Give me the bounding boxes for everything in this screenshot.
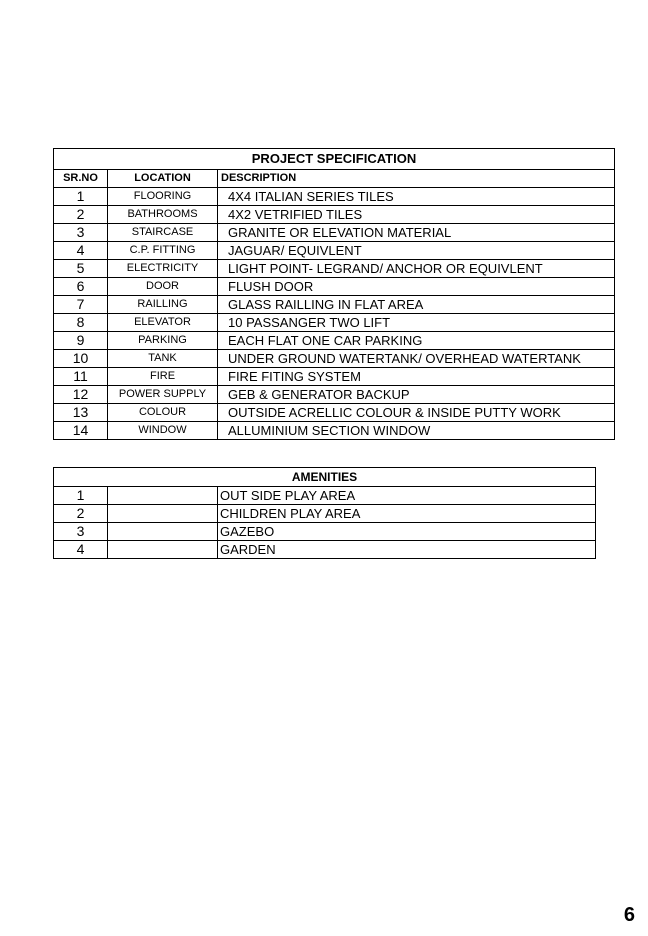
row-description: GRANITE OR ELEVATION MATERIAL xyxy=(218,224,615,242)
row-location: ELEVATOR xyxy=(108,314,218,332)
row-location: PARKING xyxy=(108,332,218,350)
header-location: LOCATION xyxy=(108,170,218,188)
row-number: 10 xyxy=(54,350,108,368)
row-location: STAIRCASE xyxy=(108,224,218,242)
row-number: 5 xyxy=(54,260,108,278)
table-row xyxy=(54,422,615,440)
table-row xyxy=(54,242,615,260)
row-location xyxy=(108,487,218,505)
row-description: GLASS RAILLING IN FLAT AREA xyxy=(218,296,615,314)
table-row xyxy=(54,541,596,559)
row-number: 3 xyxy=(54,224,108,242)
row-location: ELECTRICITY xyxy=(108,260,218,278)
table-row xyxy=(54,505,596,523)
row-number: 9 xyxy=(54,332,108,350)
row-number: 6 xyxy=(54,278,108,296)
row-location: C.P. FITTING xyxy=(108,242,218,260)
row-location: FLOORING xyxy=(108,188,218,206)
row-number: 1 xyxy=(54,487,108,505)
row-description: GARDEN xyxy=(218,541,596,559)
row-location: FIRE xyxy=(108,368,218,386)
table-row xyxy=(54,206,615,224)
table-title-row xyxy=(54,468,596,487)
table-row xyxy=(54,314,615,332)
row-description: 4X2 VETRIFIED TILES xyxy=(218,206,615,224)
table-row xyxy=(54,188,615,206)
table-title-row xyxy=(54,149,615,170)
project-specification-table xyxy=(53,148,615,440)
row-description: CHILDREN PLAY AREA xyxy=(218,505,596,523)
row-location xyxy=(108,541,218,559)
row-location: RAILLING xyxy=(108,296,218,314)
header-description: DESCRIPTION xyxy=(218,170,615,188)
row-number: 12 xyxy=(54,386,108,404)
row-location: BATHROOMS xyxy=(108,206,218,224)
row-description: 4X4 ITALIAN SERIES TILES xyxy=(218,188,615,206)
row-description: UNDER GROUND WATERTANK/ OVERHEAD WATERTANK xyxy=(218,350,615,368)
row-number: 14 xyxy=(54,422,108,440)
table-row xyxy=(54,523,596,541)
page-number: 6 xyxy=(623,904,635,926)
table-row xyxy=(54,332,615,350)
row-number: 11 xyxy=(54,368,108,386)
row-description: 10 PASSANGER TWO LIFT xyxy=(218,314,615,332)
row-description: LIGHT POINT- LEGRAND/ ANCHOR OR EQUIVLENT xyxy=(218,260,615,278)
table-row xyxy=(54,368,615,386)
row-number: 7 xyxy=(54,296,108,314)
table-header-row xyxy=(54,170,615,188)
row-number: 3 xyxy=(54,523,108,541)
row-number: 1 xyxy=(54,188,108,206)
row-location xyxy=(108,523,218,541)
row-number: 13 xyxy=(54,404,108,422)
row-number: 2 xyxy=(54,505,108,523)
row-location: WINDOW xyxy=(108,422,218,440)
table-row xyxy=(54,386,615,404)
row-description: EACH FLAT ONE CAR PARKING xyxy=(218,332,615,350)
table-row xyxy=(54,224,615,242)
row-description: FLUSH DOOR xyxy=(218,278,615,296)
amenities-title: AMENITIES xyxy=(54,468,596,487)
row-description: JAGUAR/ EQUIVLENT xyxy=(218,242,615,260)
row-description: GAZEBO xyxy=(218,523,596,541)
row-number: 4 xyxy=(54,242,108,260)
row-location: TANK xyxy=(108,350,218,368)
row-description: OUTSIDE ACRELLIC COLOUR & INSIDE PUTTY WORK xyxy=(218,404,615,422)
row-description: GEB & GENERATOR BACKUP xyxy=(218,386,615,404)
row-description: OUT SIDE PLAY AREA xyxy=(218,487,596,505)
header-srno: SR.NO xyxy=(54,170,108,188)
row-number: 4 xyxy=(54,541,108,559)
table-row xyxy=(54,260,615,278)
row-location: DOOR xyxy=(108,278,218,296)
table-row xyxy=(54,350,615,368)
row-number: 2 xyxy=(54,206,108,224)
row-location: COLOUR xyxy=(108,404,218,422)
row-description: FIRE FITING SYSTEM xyxy=(218,368,615,386)
row-description: ALLUMINIUM SECTION WINDOW xyxy=(218,422,615,440)
amenities-table xyxy=(53,467,596,559)
table-row xyxy=(54,404,615,422)
table-row xyxy=(54,296,615,314)
table-row xyxy=(54,278,615,296)
row-location: POWER SUPPLY xyxy=(108,386,218,404)
row-number: 8 xyxy=(54,314,108,332)
table-row xyxy=(54,487,596,505)
table-title: PROJECT SPECIFICATION xyxy=(54,149,615,170)
row-location xyxy=(108,505,218,523)
